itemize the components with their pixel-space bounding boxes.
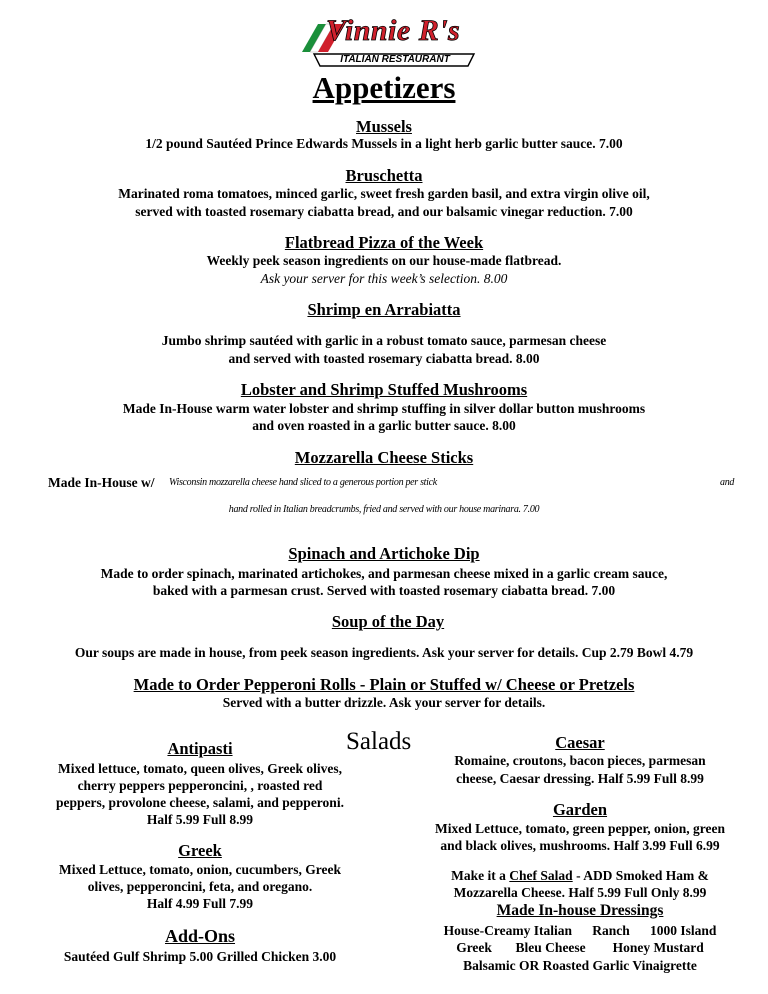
- shrimp-title: Shrimp en Arrabiatta: [307, 300, 461, 319]
- mozzarella-script-2: hand rolled in Italian breadcrumbs, fried and served with our house marinara. 7.00: [228, 504, 540, 515]
- caesar-desc-1: Romaine, croutons, bacon pieces, parmesan: [454, 753, 706, 768]
- pepperoni-rolls-desc: Served with a butter drizzle. Ask your server for details.: [222, 695, 546, 710]
- greek-desc-1: Mixed Lettuce, tomato, onion, cucumbers, Greek: [58, 862, 342, 877]
- soup-desc: Our soups are made in house, from peek season ingredients. Ask your server for details. Cup 2.79 Bowl 4.79: [74, 645, 694, 660]
- bruschetta-desc-2: served with toasted rosemary ciabatta bread, and our balsamic vinegar reduction. 7.00: [135, 204, 633, 219]
- restaurant-logo: [296, 14, 492, 70]
- logo-subtitle: ITALIAN RESTAURANT: [340, 54, 450, 65]
- chef-salad-label: Chef Salad: [509, 868, 573, 883]
- flatbread-desc-1: Weekly peek season ingredients on our house-made flatbread.: [206, 253, 562, 268]
- antipasti-desc-2: cherry peppers pepperoncini, , roasted red: [77, 778, 323, 793]
- garden-title: Garden: [552, 800, 608, 819]
- spinach-desc-1: Made to order spinach, marinated artichokes, and parmesan cheese mixed in a garlic cream sauce,: [100, 566, 668, 581]
- chef-salad-line-2: Mozzarella Cheese. Half 5.99 Full Only 8.99: [453, 885, 707, 900]
- dressings-line-1: House-Creamy Italian Ranch 1000 Island: [443, 923, 717, 938]
- addons-title: Add-Ons: [164, 926, 236, 946]
- caesar-title: Caesar: [555, 733, 605, 752]
- bruschetta-desc-1: Marinated roma tomatoes, minced garlic, sweet fresh garden basil, and extra virgin olive oil,: [118, 186, 650, 201]
- mozzarella-script-1: Wisconsin mozzarella cheese hand sliced to a generous portion per stick: [169, 477, 437, 488]
- spinach-desc-2: baked with a parmesan crust. Served with toasted rosemary ciabatta bread. 7.00: [152, 583, 616, 598]
- greek-title: Greek: [178, 841, 222, 860]
- mozzarella-lead: Made In-House w/: [48, 475, 155, 490]
- bruschetta-title: Bruschetta: [345, 166, 423, 185]
- caesar-desc-2: cheese, Caesar dressing. Half 5.99 Full 8.99: [456, 771, 704, 786]
- salads-heading: Salads: [346, 728, 412, 755]
- lobster-title: Lobster and Shrimp Stuffed Mushrooms: [240, 380, 528, 399]
- spinach-title: Spinach and Artichoke Dip: [288, 544, 480, 563]
- chef-post: - ADD Smoked Ham &: [572, 868, 709, 883]
- dressings-line-3: Balsamic OR Roasted Garlic Vinaigrette: [463, 958, 697, 973]
- greek-desc-2: olives, pepperoncini, feta, and oregano.: [87, 879, 313, 894]
- antipasti-title: Antipasti: [167, 739, 233, 758]
- lobster-desc-1: Made In-House warm water lobster and shrimp stuffing in silver dollar button mushrooms: [122, 401, 646, 416]
- flatbread-title: Flatbread Pizza of the Week: [284, 233, 484, 252]
- antipasti-desc-3: peppers, provolone cheese, salami, and pepperoni.: [56, 795, 344, 810]
- chef-pre: Make it a: [451, 868, 510, 883]
- shrimp-desc-2: and served with toasted rosemary ciabatta bread. 8.00: [228, 351, 540, 366]
- mussels-desc: 1/2 pound Sautéed Prince Edwards Mussels in a light herb garlic butter sauce. 7.00: [145, 136, 623, 151]
- mozzarella-title: Mozzarella Cheese Sticks: [294, 448, 474, 467]
- mozzarella-tail: and: [720, 477, 735, 488]
- greek-price: Half 4.99 Full 7.99: [146, 896, 254, 911]
- soup-title: Soup of the Day: [331, 612, 445, 631]
- addons-line: Sautéed Gulf Shrimp 5.00 Grilled Chicken 3.00: [63, 949, 337, 964]
- flatbread-desc-2: Ask your server for this week’s selection. 8.00: [260, 271, 508, 286]
- page-title: Appetizers: [312, 70, 456, 105]
- logo-name: Vinnie R's: [326, 14, 461, 47]
- chef-salad-line-1: [410, 867, 750, 884]
- antipasti-price: Half 5.99 Full 8.99: [146, 812, 254, 827]
- lobster-desc-2: and oven roasted in a garlic butter sauce. 8.00: [252, 418, 516, 433]
- dressings-title: Made In-house Dressings: [496, 902, 664, 919]
- mussels-title: Mussels: [356, 117, 412, 136]
- antipasti-desc-1: Mixed lettuce, tomato, queen olives, Greek olives,: [58, 761, 342, 776]
- garden-desc-1: Mixed Lettuce, tomato, green pepper, onion, green: [435, 821, 725, 836]
- pepperoni-rolls-title: Made to Order Pepperoni Rolls - Plain or Stuffed w/ Cheese or Pretzels: [133, 675, 635, 694]
- dressings-line-2: Greek Bleu Cheese Honey Mustard: [456, 940, 704, 955]
- garden-desc-2: and black olives, mushrooms. Half 3.99 Full 6.99: [440, 838, 720, 853]
- shrimp-desc-1: Jumbo shrimp sautéed with garlic in a robust tomato sauce, parmesan cheese: [161, 333, 607, 348]
